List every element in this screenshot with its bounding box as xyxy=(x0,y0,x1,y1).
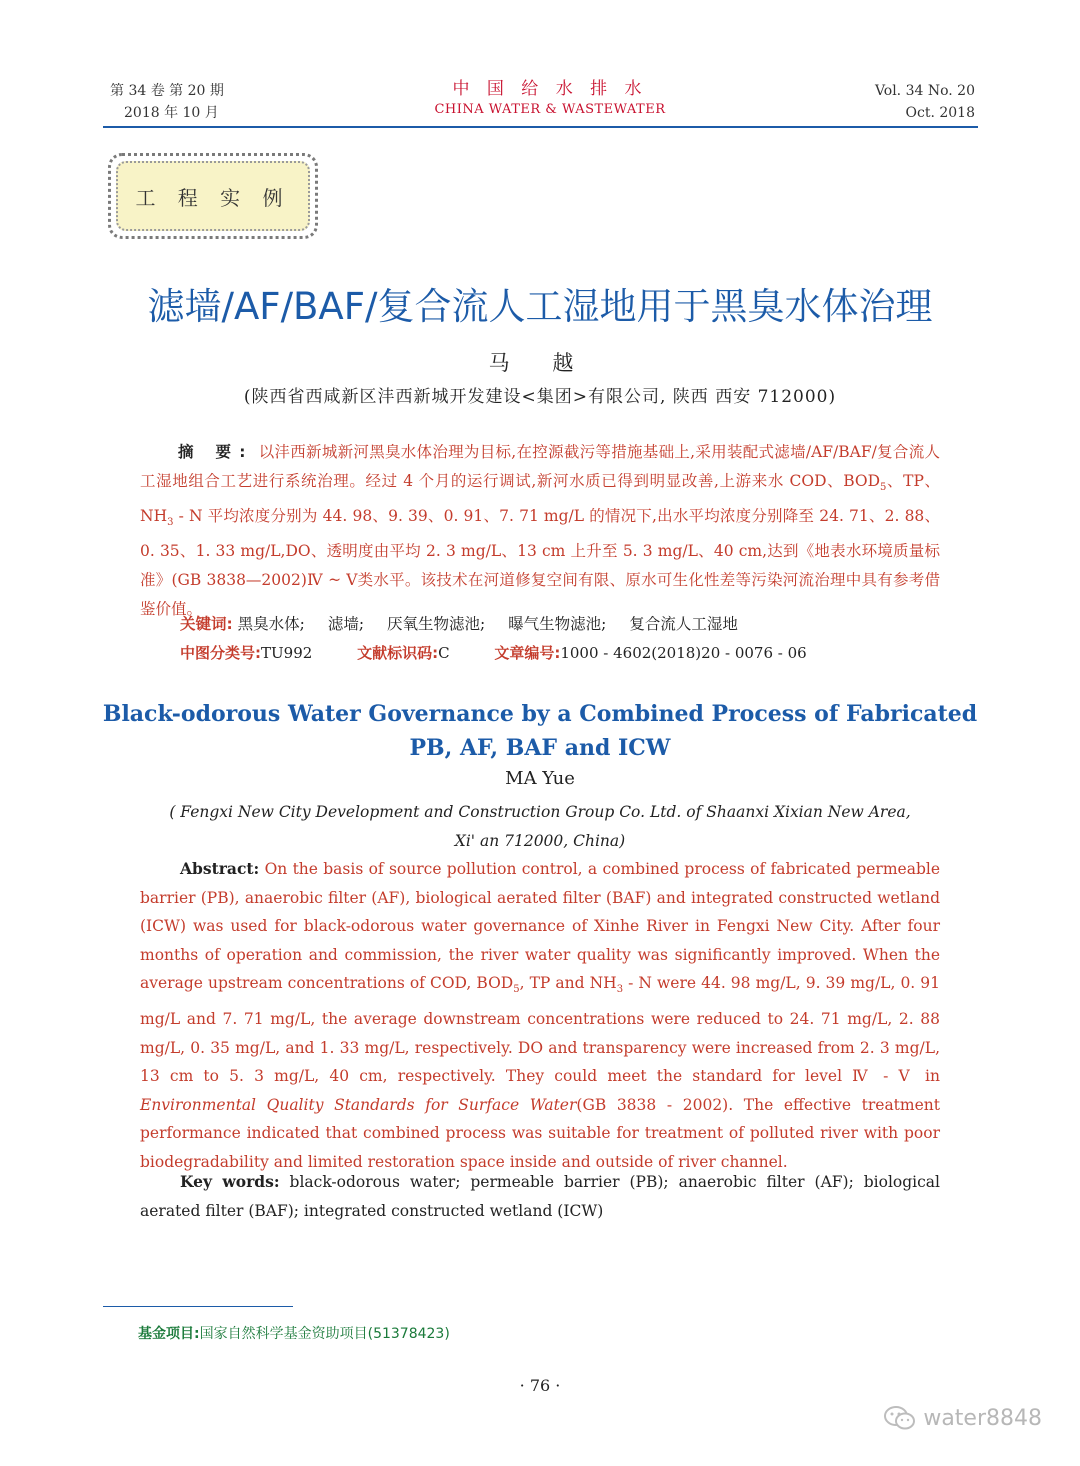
title-en-line-1: Black-odorous Water Governance by a Combined Process of Fabricated xyxy=(102,701,978,727)
keyword-cn-item: 厌氧生物滤池; xyxy=(386,615,486,633)
abstract-cn-text-3: - N 平均浓度分别为 44. 98、9. 39、0. 91、7. 71 mg/L 的情况下,出水平均浓度分别降至 24. 71、2. 88、0. 35、1. 33 mg/L,DO、透明度由平均 2. 3 mg/L、13 cm 上升至 5. 3 mg/L、40 cm,达到《地表水环境质量标准》(GB 3838—2002)Ⅳ ~ Ⅴ类水平。该技术在河道修复空间有限、原水可生化性差等污染河流治理中具有参考借鉴价值。 xyxy=(140,507,940,619)
abstract-cn-text-1: 以沣西新城新河黑臭水体治理为目标,在控源截污等措施基础上,采用装配式滤墙/AF/BAF/复合流人工湿地组合工艺进行系统治理。经过 4 个月的运行调试,新河水质已得到明显改善,上游来水 COD、BOD xyxy=(140,443,940,490)
abstract-cn-sub-5: 5 xyxy=(880,482,887,494)
keyword-cn-item: 复合流人工湿地 xyxy=(629,615,738,633)
affiliation-en-line-2: Xi' an 712000, China) xyxy=(454,832,626,850)
affiliation-en xyxy=(100,798,980,856)
title-en xyxy=(100,697,980,765)
abstract-cn-label: 摘 要: xyxy=(178,443,254,461)
article-no-label: 文章编号: xyxy=(494,644,561,662)
abstract-en-sub-5: 5 xyxy=(513,984,520,996)
abstract-cn-sub-3: 3 xyxy=(167,517,174,529)
date-en: Oct. 2018 xyxy=(905,105,975,121)
clc-label: 中图分类号: xyxy=(180,644,261,662)
keyword-cn-item: 曝气生物滤池; xyxy=(508,615,607,633)
abstract-en-standard-ref: Environmental Quality Standards for Surface Water xyxy=(140,1095,577,1114)
keyword-cn-item: 黑臭水体; xyxy=(237,615,305,633)
abstract-en xyxy=(140,855,940,1177)
column-badge xyxy=(108,153,318,239)
journal-name-cn: 中 国 给 水 排 水 xyxy=(452,79,648,99)
author-en: MA Yue xyxy=(505,768,575,789)
abstract-cn-text-2: 、TP、NH xyxy=(140,472,940,526)
journal-name-en: CHINA WATER & WASTEWATER xyxy=(434,102,666,117)
title-cn: 滤墙/AF/BAF/复合流人工湿地用于黑臭水体治理 xyxy=(147,285,933,328)
doc-code-label: 文献标识码: xyxy=(357,644,439,662)
keywords-en-text: black-odorous water; permeable barrier (PB); anaerobic filter (AF); biological aerated filter (BAF); integrated constructed wetland (ICW) xyxy=(140,1173,941,1220)
funding-text: 国家自然科学基金资助项目(51378423) xyxy=(199,1326,450,1342)
title-en-line-2: PB, AF, BAF and ICW xyxy=(409,735,671,761)
journal-name xyxy=(400,78,700,120)
abstract-cn xyxy=(140,438,940,624)
funding-note xyxy=(138,1323,450,1343)
wechat-icon xyxy=(883,1404,917,1432)
watermark-text: water8848 xyxy=(923,1405,1042,1431)
volume-issue-cn: 第 34 卷 第 20 期 xyxy=(110,83,224,99)
header-right xyxy=(875,80,975,124)
abstract-en-text-3: - N were 44. 98 mg/L, 9. 39 mg/L, 0. 91 mg/L and 7. 71 mg/L, the average downstream concentrations were reduced to 24. 71 mg/L, 2. 88 mg/L, 0. 35 mg/L, and 1. 33 mg/L, respectively. DO and transparency were increased from 2. 3 mg/L, 13 cm to 5. 3 mg/L, 40 cm, respectively. They could meet the standard for level Ⅳ - Ⅴ in xyxy=(140,974,941,1086)
article-no-value: 1000 - 4602(2018)20 - 0076 - 06 xyxy=(560,644,807,662)
affiliation-en-line-1: ( Fengxi New City Development and Construction Group Co. Ltd. of Shaanxi Xixian New Area, xyxy=(169,803,911,821)
keywords-en xyxy=(140,1168,940,1225)
funding-label: 基金项目: xyxy=(138,1326,200,1342)
author-cn: 马 越 xyxy=(488,351,592,375)
clc-value: TU992 xyxy=(261,644,313,662)
abstract-en-label: Abstract: xyxy=(180,859,260,878)
abstract-en-sub-3: 3 xyxy=(616,984,624,996)
keywords-cn xyxy=(180,610,960,638)
classification-line xyxy=(180,640,960,666)
affiliation-cn: (陕西省西咸新区沣西新城开发建设<集团>有限公司, 陕西 西安 712000) xyxy=(243,387,837,407)
header-rule xyxy=(103,126,978,128)
abstract-en-text-4: (GB 3838 - 2002). The effective treatment performance indicated that combined process was suitable for treatment of polluted river with poor biodegradability and limited restoration space inside and outside of river channel. xyxy=(140,1095,940,1172)
keywords-en-label: Key words: xyxy=(180,1172,280,1191)
page-number: · 76 · xyxy=(519,1376,561,1395)
keyword-cn-item: 滤墙; xyxy=(327,615,365,633)
date-cn: 2018 年 10 月 xyxy=(124,105,219,121)
abstract-en-text-2: , TP and NH xyxy=(519,974,617,993)
keywords-cn-label: 关键词: xyxy=(180,615,233,633)
volume-issue-en: Vol. 34 No. 20 xyxy=(874,83,975,99)
abstract-en-text-1: On the basis of source pollution control, a combined process of fabricated permeable barrier (PB), anaerobic filter (AF), biological aerated filter (BAF) and integrated constructed wetland (ICW) was used for black-odorous water governance of Xinhe River in Fengxi New City. After four months of operation and commission, the river water quality was significantly improved. When the average upstream concentrations of COD, BOD xyxy=(140,860,940,993)
header-left xyxy=(110,80,224,124)
column-badge-label: 工 程 实 例 xyxy=(116,161,310,231)
watermark xyxy=(883,1404,1042,1432)
footnote-rule xyxy=(103,1306,293,1307)
doc-code-value: C xyxy=(438,644,450,662)
